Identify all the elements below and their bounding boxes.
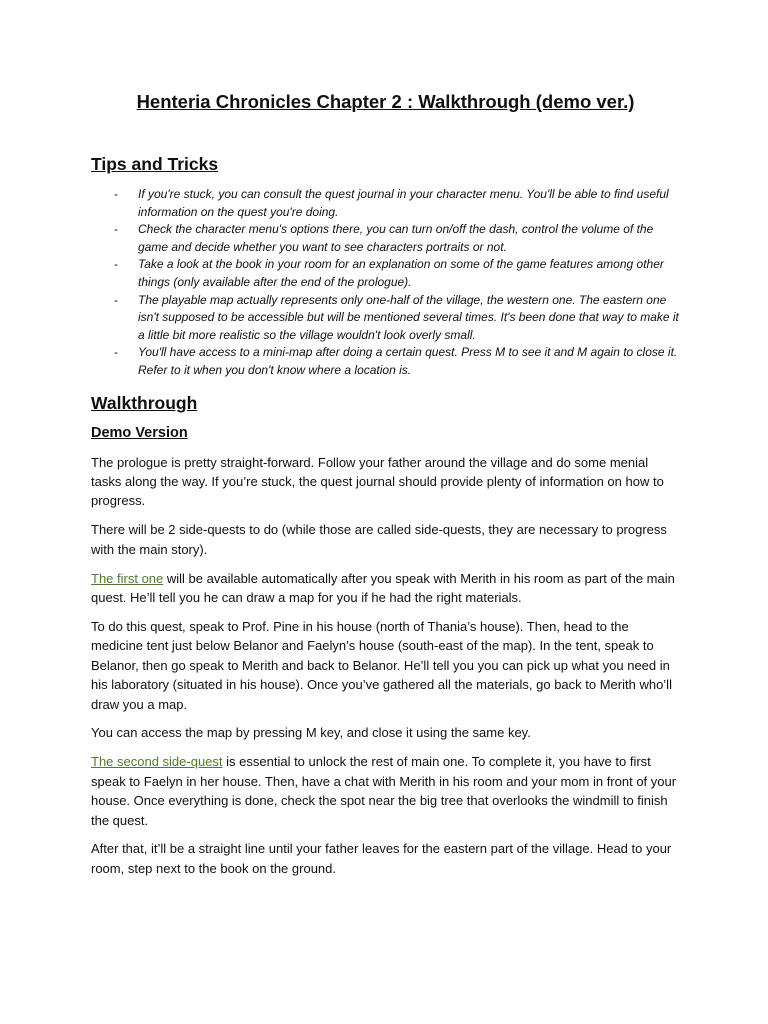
tip-text: The playable map actually represents only one-half of the village, the western one. The eastern one isn't supposed to be accessible but will be mentioned several times. It's been done that way to make it a little bit more realistic so the village wouldn't look overly small. [138, 292, 679, 342]
paragraph-quest-steps: To do this quest, speak to Prof. Pine in his house (north of Thania’s house). Then, head to the medicine tent just below Belanor and Faelyn’s house (south-east of the map). In the tent, speak to Belanor, then go speak to Merith and back to Belanor. He’ll tell you you can pick up what you need in his laboratory (situated in his house). Once you’ve gathered all the materials, go back to Merith who’ll draw you a map. [91, 618, 672, 712]
tips-heading: Tips and Tricks [91, 154, 219, 174]
bullet-dash: - [114, 222, 118, 237]
tip-item [91, 221, 680, 256]
paragraph-side-quests: There will be 2 side-quests to do (while those are called side-quests, they are necessary to progress with the main story). [91, 522, 667, 557]
paragraph-second-quest [91, 752, 680, 830]
tip-item [91, 186, 680, 221]
paragraph-prologue: The prologue is pretty straight-forward. Follow your father around the village and do some menial tasks along the way. If you’re stuck, the quest journal should provide plenty of information on how to progress. [91, 454, 664, 509]
tip-item [91, 256, 680, 291]
tip-item [91, 344, 680, 379]
document-title: Henteria Chronicles Chapter 2 : Walkthrough (demo ver.) [136, 91, 635, 112]
bullet-dash: - [114, 292, 118, 307]
paragraph-after: After that, it’ll be a straight line until your father leaves for the eastern part of the village. Head to your room, step next to the book on the ground. [91, 841, 672, 876]
paragraph-second-quest-text: is essential to unlock the rest of main one. To complete it, you have to first speak to Faelyn in her house. Then, have a chat with Merith in his room and your mom in front of your house. Once everything is done, check the spot near the big tree that overlooks the windmill to finish the quest. [91, 754, 677, 828]
first-quest-link[interactable]: The first one [91, 570, 164, 586]
tip-text: Check the character menu's options there, you can turn on/off the dash, control the volume of the game and decide whether you want to see characters portraits or not. [138, 222, 654, 254]
paragraph-first-quest-text: will be available automatically after you speak with Merith in his room as part of the main quest. He’ll tell you he can draw a map for you if he had the right materials. [91, 570, 675, 605]
tip-text: Take a look at the book in your room for an explanation on some of the game features among other things (only available after the end of the prologue). [138, 257, 664, 289]
paragraph-map-access: You can access the map by pressing M key, and close it using the same key. [91, 725, 531, 741]
tip-item [91, 292, 680, 345]
walkthrough-heading: Walkthrough [91, 392, 198, 413]
demo-version-heading: Demo Version [91, 424, 188, 441]
tip-text: You'll have access to a mini-map after doing a certain quest. Press M to see it and M again to close it. Refer to it when you don't know where a location is. [138, 345, 678, 377]
second-quest-link[interactable]: The second side-quest [91, 754, 223, 770]
bullet-dash: - [114, 257, 118, 272]
paragraph-first-quest [91, 569, 680, 608]
bullet-dash: - [114, 345, 118, 360]
bullet-dash: - [114, 187, 118, 201]
tips-list [91, 186, 680, 380]
tip-text: If you're stuck, you can consult the quest journal in your character menu. You'll be able to find useful information on the quest you're doing. [138, 187, 669, 219]
